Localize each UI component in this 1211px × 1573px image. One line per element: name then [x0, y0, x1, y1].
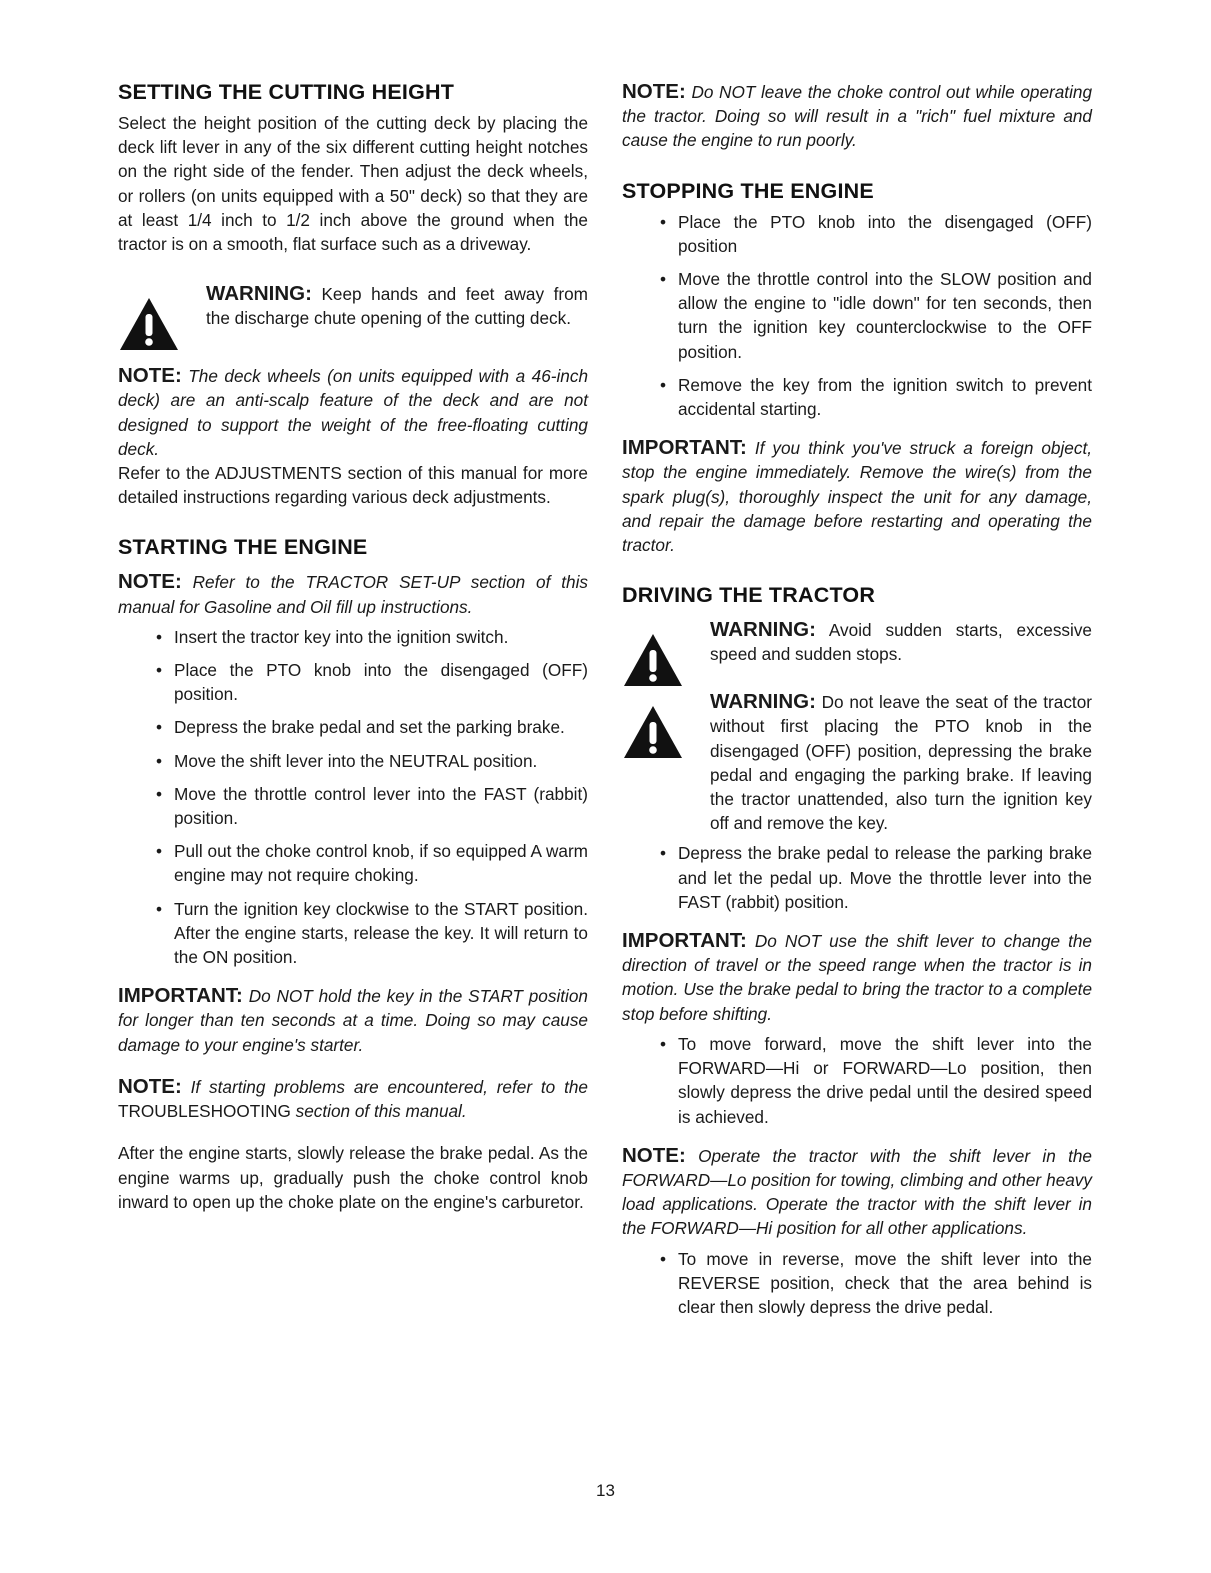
warning-label: WARNING:	[710, 690, 816, 714]
warning-triangle-icon	[622, 632, 684, 688]
note-label: NOTE:	[118, 570, 182, 594]
warning-triangle-icon	[118, 296, 180, 352]
starter-important	[118, 984, 588, 1057]
warning-leave-seat	[622, 690, 1092, 835]
warning-text: Do not leave the seat of the tractor without first placing the PTO knob in the disengaged (OFF) position, depressing the brake pedal and engaging the parking brake. If leaving the tractor unattended, also turn the ignition key off and remove the key.	[710, 692, 1092, 834]
note-label: NOTE:	[622, 80, 686, 103]
section-heading-driving-tractor: DRIVING THE TRACTOR	[622, 583, 876, 608]
setup-note	[118, 570, 588, 618]
important-text: Do NOT use the shift lever to change the direction of travel or the speed range when the tractor is in motion. Use the brake pedal to bring the tractor to a complete stop before shifting.	[622, 931, 1092, 1024]
section-heading-stopping-engine: STOPPING THE ENGINE	[622, 178, 874, 203]
note-text: Refer to the TRACTOR SET-UP section of this manual for Gasoline and Oil fill up instructions.	[118, 572, 588, 617]
note-label: NOTE:	[118, 364, 182, 388]
list-item: • Pull out the choke control knob, if so equipped A warm engine may not require choking.	[156, 841, 588, 886]
driving-steps-list-2	[622, 1032, 1092, 1129]
list-item: • Place the PTO knob into the disengaged (OFF) position	[660, 211, 1092, 256]
important-label: IMPORTANT:	[622, 929, 747, 953]
choke-paragraph: After the engine starts, slowly release the brake pedal. As the engine warms up, gradually push the choke control knob inward to open up the choke plate on the engine's carburetor.	[118, 1143, 588, 1212]
list-item: • Insert the tractor key into the ignition switch.	[156, 626, 509, 647]
cutting-height-paragraph: Select the height position of the cutting deck by placing the deck lift lever in any of the six different cutting height notches on the right side of the fender. Then adjust the deck wheels, or rollers (on units equipped with a 50" deck) so that they are at least 1/4 inch to 1/2 inch above the ground when the tractor is on a smooth, flat surface such as a driveway.	[118, 113, 588, 255]
warning-sudden-starts	[622, 618, 1092, 678]
starting-steps-list	[118, 625, 588, 969]
shift-lever-important	[622, 929, 1092, 1026]
list-item: • Depress the brake pedal to release the parking brake and let the pedal up. Move the throttle lever into the FAST (rabbit) position.	[660, 843, 1092, 912]
page-number: 13	[596, 1481, 615, 1500]
list-item: • Turn the ignition key clockwise to the START position. After the engine starts, release the key. It will return to the ON position.	[156, 898, 588, 968]
important-label: IMPORTANT:	[118, 984, 243, 1008]
left-column	[118, 80, 588, 1214]
right-column	[622, 80, 1092, 1328]
driving-steps-list-3	[622, 1247, 1092, 1320]
forward-lo-note	[622, 1144, 1092, 1241]
important-text: If you think you've struck a foreign object, stop the engine immediately. Remove the wire(s) from the spark plug(s), thoroughly inspect the unit for any damage, and repair the damage before restarting and operating the tractor.	[622, 438, 1092, 556]
stopping-steps-list	[622, 210, 1092, 422]
adjustments-reference: Refer to the ADJUSTMENTS section of this manual for more detailed instructions regarding various deck adjustments.	[118, 463, 588, 508]
warning-triangle-icon	[622, 704, 684, 760]
important-text: Do NOT hold the key in the START position for longer than ten seconds at a time. Doing so may cause damage to your engine's starter.	[118, 986, 588, 1055]
note-text: Do NOT leave the choke control out while operating the tractor. Doing so will result in a "rich" fuel mixture and cause the engine to run poorly.	[622, 82, 1092, 151]
list-item: • Move the shift lever into the NEUTRAL position.	[156, 750, 538, 771]
note-text: The deck wheels (on units equipped with a 46-inch deck) are an anti-scalp feature of the deck and are not designed to support the weight of the free-floating cutting deck.	[118, 366, 589, 459]
note-label: NOTE:	[118, 1074, 182, 1098]
section-heading-cutting-height: SETTING THE CUTTING HEIGHT	[118, 80, 455, 104]
list-item: • Move the throttle control into the SLOW position and allow the engine to "idle down" for ten seconds, then turn the ignition key counterclockwise to the OFF position.	[660, 269, 1092, 362]
deck-wheels-note	[118, 364, 588, 461]
choke-note	[622, 80, 1092, 153]
note-text: Operate the tractor with the shift lever in the FORWARD—Lo position for towing, climbing and other heavy load applications. Operate the tractor with the shift lever in the FORWARD—Hi position for all other applications.	[622, 1145, 1092, 1239]
list-item: • Move the throttle control lever into the FAST (rabbit) position.	[156, 783, 588, 829]
list-item: • Remove the key from the ignition switch to prevent accidental starting.	[660, 374, 1092, 420]
driving-steps-list-1	[622, 841, 1092, 914]
warning-label: WARNING:	[710, 618, 816, 642]
warning-discharge-chute	[118, 282, 588, 354]
important-label: IMPORTANT:	[622, 436, 747, 460]
list-item: • Place the PTO knob into the disengaged (OFF) position.	[156, 660, 588, 705]
list-item: • Depress the brake pedal and set the parking brake.	[156, 717, 565, 738]
warning-label: WARNING:	[206, 282, 312, 306]
warning-text: Keep hands and feet away from the discharge chute opening of the cutting deck.	[206, 284, 588, 329]
section-heading-starting-engine: STARTING THE ENGINE	[118, 535, 368, 560]
troubleshooting-note: NOTE: If starting problems are encountered, refer to the TROUBLESHOOTING section of this manual.	[118, 1074, 588, 1122]
warning-text: Avoid sudden starts, excessive speed and sudden stops.	[710, 620, 1092, 665]
foreign-object-important	[622, 436, 1092, 557]
list-item: • To move forward, move the shift lever into the FORWARD—Hi or FORWARD—Lo position, then slowly depress the drive pedal until the desired speed is achieved.	[660, 1033, 1092, 1127]
list-item: • To move in reverse, move the shift lever into the REVERSE position, check that the area behind is clear then slowly depress the drive pedal.	[660, 1248, 1092, 1317]
note-label: NOTE:	[622, 1143, 686, 1167]
